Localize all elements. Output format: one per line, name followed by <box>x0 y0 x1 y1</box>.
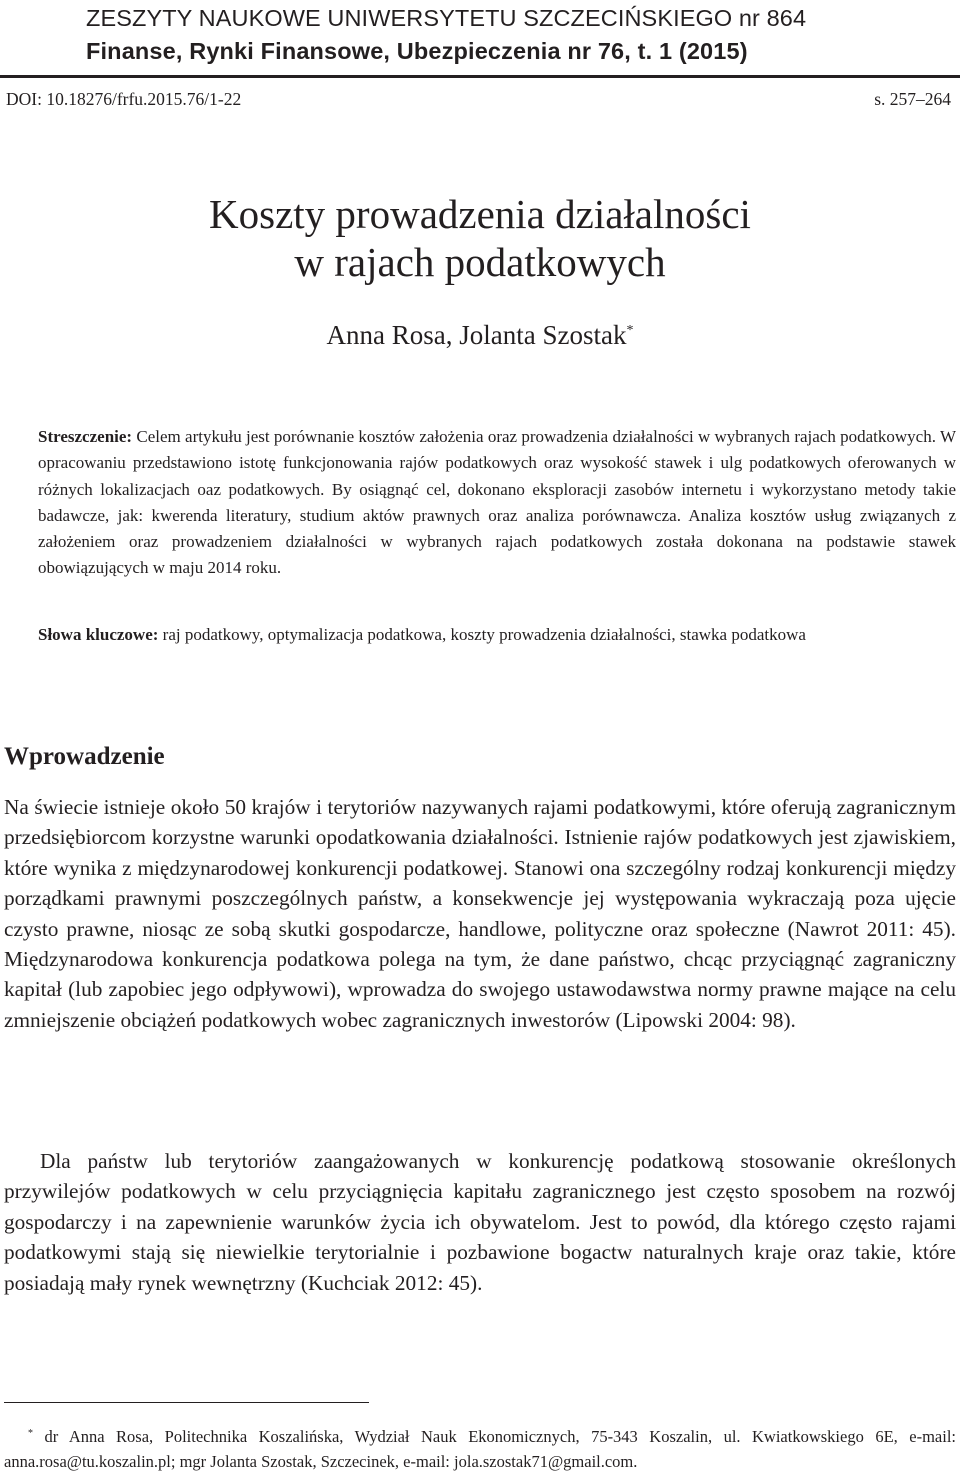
journal-series: Finanse, Rynki Finansowe, Ubezpieczenia nr 76, t. 1 (2015) <box>86 38 748 64</box>
article-title-line1: Koszty prowadzenia działalności <box>209 191 751 237</box>
keywords-text: raj podatkowy, optymalizacja podatkowa, koszty prowadzenia działalności, stawka podatkowa <box>162 625 806 644</box>
body-paragraph-1 <box>4 792 956 1035</box>
doi-label: DOI: 10.18276/frfu.2015.76/1-22 <box>6 89 242 109</box>
article-authors <box>0 320 960 351</box>
author-names: Anna Rosa, Jolanta Szostak <box>326 320 627 350</box>
journal-name: ZESZYTY NAUKOWE UNIWERSYTETU SZCZECIŃSKIEGO nr 864 <box>86 5 807 31</box>
keywords <box>38 622 956 648</box>
footnote <box>4 1422 956 1474</box>
author-footnote-mark: * <box>626 323 634 338</box>
abstract <box>38 424 956 582</box>
section-heading: Wprowadzenie <box>4 743 165 770</box>
footnote-text: dr Anna Rosa, Politechnika Koszalińska, Wydział Nauk Ekonomicznych, 75-343 Koszalin, ul. Kwiatkowskiego 6E, e-mail: anna.rosa@tu.koszalin.pl; mgr Jolanta Szostak, Szczecinek, e-mail: jola.szostak71@gmail.com. <box>4 1427 957 1471</box>
article-title <box>0 190 960 286</box>
page-range: s. 257–264 <box>874 89 951 109</box>
body-paragraph-2 <box>4 1146 956 1298</box>
keywords-label: Słowa kluczowe: <box>38 625 159 644</box>
paragraph-text: Dla państw lub terytoriów zaangażowanych w konkurencję podatkową stosowanie określonych przywilejów podatkowych w celu przyciągnięcia kapitału zagranicznego jest często sposobem na rozwój gospodarczy i na zapewnienie warunków życia ich obywatelom. Jest to powód, dla którego często rajami podatkowymi stają się niewielkie terytorialnie i pozbawione bogactw naturalnych kraje oraz takie, które posiadają mały rynek wewnętrzny (Kuchciak 2012: 45). <box>4 1149 956 1295</box>
footnote-divider <box>4 1402 369 1403</box>
abstract-label: Streszczenie: <box>38 427 133 446</box>
header-divider <box>0 75 960 78</box>
paragraph-text: Na świecie istnieje około 50 krajów i terytoriów nazywanych rajami podatkowymi, które oferują zagranicznym przedsiębiorcom korzystne warunki opodatkowania działalności. Istnienie rajów podatkowych jest zjawiskiem, które wynika z międzynarodowej konkurencji podatkowej. Stanowi ona szczególny rodzaj konkurencji między porządkami prawnymi poszczególnych państw, a konsekwencje jej występowania wykraczają poza ujęcie czysto prawne, niosąc ze sobą skutki gospodarcze, handlowe, polityczne oraz społeczne (Nawrot 2011: 45). Międzynarodowa konkurencja podatkowa polega na tym, że dane państwo, chcąc przyciągnąć zagraniczny kapitał (lub zapobiec jego odpływowi), wprowadza do swojego ustawodawstwa normy prawne mające na celu zmniejszenie obciążeń podatkowych wobec zagranicznych inwestorów (Lipowski 2004: 98). <box>4 795 956 1032</box>
footnote-mark: * <box>28 1428 33 1439</box>
abstract-text: Celem artykułu jest porównanie kosztów założenia oraz prowadzenia działalności w wybranych rajach podatkowych. W opracowaniu przedstawiono istotę funkcjonowania rajów podatkowych oraz wysokość stawek i ulg podatkowych oferowanych w różnych lokalizacjach oaz podatkowych. By osiągnąć cel, dokonano eksploracji zasobów internetu i wykorzystano metody takie badawcze, jak: kwerenda literatury, studium aktów prawnych oraz analiza porównawcza. Analiza kosztów usług związanych z założeniem oraz prowadzeniem działalności w wybranych rajach podatkowych została dokonana na podstawie stawek obowiązujących w maju 2014 roku. <box>38 427 957 578</box>
article-title-line2: w rajach podatkowych <box>294 239 666 285</box>
